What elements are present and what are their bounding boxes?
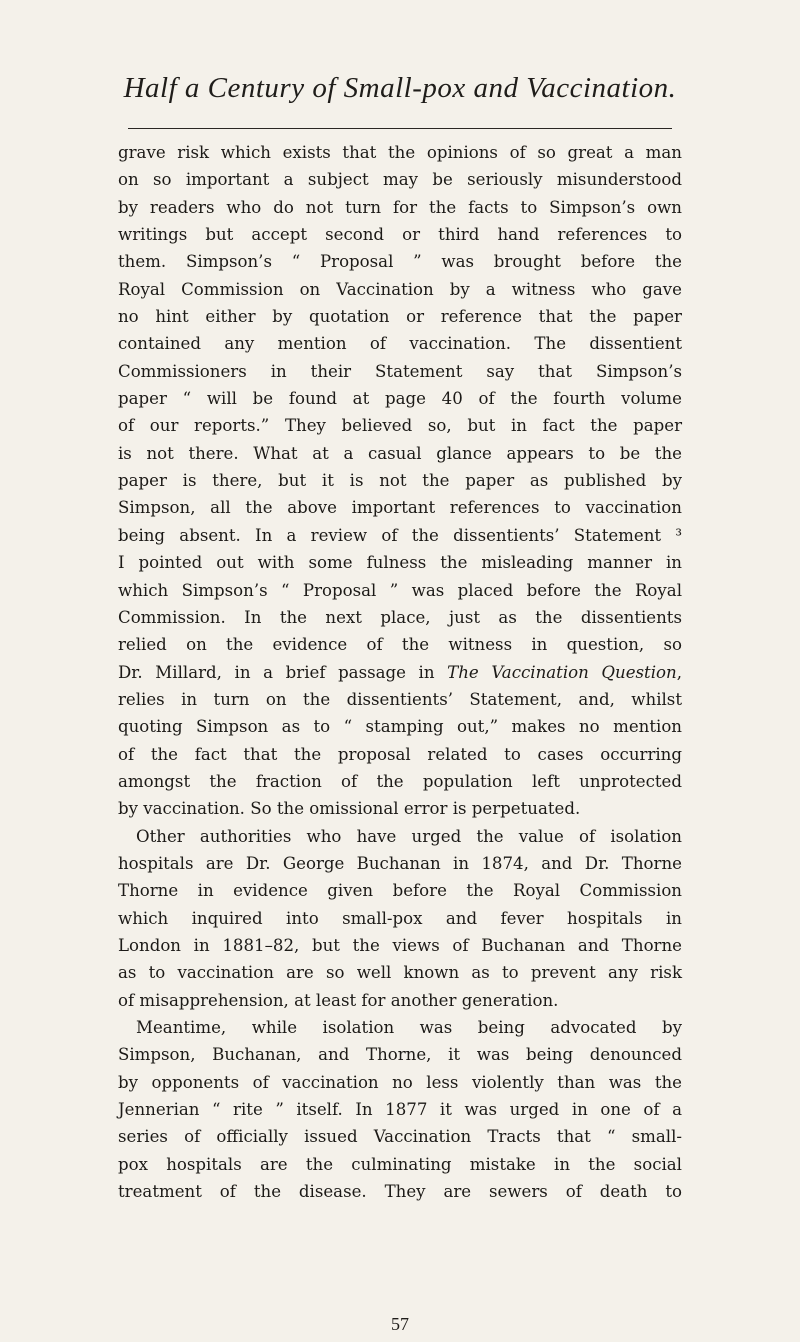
text-line: amongst the fraction of the population left unprotected xyxy=(118,771,682,791)
text-line: pox hospitals are the culminating mistake in the social xyxy=(118,1154,682,1174)
text-line: on so important a subject may be seriously misunderstood xyxy=(118,170,682,190)
header-rule xyxy=(128,128,672,129)
text-line: Royal Commission on Vaccination by a witness who gave xyxy=(118,279,682,299)
text-line: relies in turn on the dissentients’ Statement, and, whilst xyxy=(118,689,682,709)
text-line: Simpson, Buchanan, and Thorne, it was being denounced xyxy=(118,1045,682,1065)
text-line: Other authorities who have urged the value of isolation xyxy=(136,826,682,846)
text-line: Commissioners in their Statement say that Simpson’s xyxy=(118,361,682,381)
text-line: Meantime, while isolation was being advocated by xyxy=(136,1018,682,1037)
text-line: relied on the evidence of the witness in question, so xyxy=(118,635,682,655)
text-line: no hint either by quotation or reference that the paper xyxy=(118,307,682,327)
text-line: London in 1881–82, but the views of Buchanan and Thorne xyxy=(118,935,682,955)
text-line: is not there. What at a casual glance appears to be the xyxy=(118,443,682,463)
body-text xyxy=(118,139,682,1205)
text-line: Simpson, all the above important references to vaccination xyxy=(118,498,682,518)
text-line: contained any mention of vaccination. The dissentient xyxy=(118,334,682,354)
text-line: Jennerian “ rite ” itself. In 1877 it was urged in one of a xyxy=(118,1100,682,1120)
text-line: by opponents of vaccination no less violently than was the xyxy=(118,1072,682,1092)
text-line: writings but accept second or third hand references to xyxy=(118,225,682,245)
text-line: I pointed out with some fulness the misleading manner in xyxy=(118,553,682,573)
text-line: which Simpson’s “ Proposal ” was placed before the Royal xyxy=(118,580,682,600)
text-line: Thorne in evidence given before the Royal Commission xyxy=(118,881,682,901)
text-line: paper is there, but it is not the paper as published by xyxy=(118,471,682,491)
text-line: them. Simpson’s “ Proposal ” was brought before the xyxy=(118,252,682,272)
text-line: being absent. In a review of the dissentients’ Statement ³ xyxy=(118,525,682,545)
text-line: Dr. Millard, in a brief passage in The Vaccination Question, xyxy=(118,662,682,682)
text-line: treatment of the disease. They are sewers of death to xyxy=(118,1182,682,1202)
text-line: by readers who do not turn for the facts to Simpson’s own xyxy=(118,197,682,217)
page-number: 57 xyxy=(391,1314,409,1334)
text-line: by vaccination. So the omissional error is perpetuated. xyxy=(118,799,581,819)
running-head: Half a Century of Small-pox and Vaccination. xyxy=(123,72,677,104)
text-line: of misapprehension, at least for another generation. xyxy=(118,990,559,1010)
text-line: as to vaccination are so well known as to prevent any risk xyxy=(118,963,682,983)
text-line: paper “ will be found at page 40 of the fourth volume xyxy=(118,389,682,409)
text-line: grave risk which exists that the opinions of so great a man xyxy=(118,143,682,162)
book-title: The Vaccination Question xyxy=(447,662,677,682)
text-line: hospitals are Dr. George Buchanan in 1874, and Dr. Thorne xyxy=(118,853,682,873)
text-line: of our reports.” They believed so, but in fact the paper xyxy=(118,416,682,436)
text-line: of the fact that the proposal related to cases occurring xyxy=(118,744,682,764)
text-line: Commission. In the next place, just as the dissentients xyxy=(118,607,682,627)
text-line: quoting Simpson as to “ stamping out,” makes no mention xyxy=(118,717,682,737)
text-line: series of officially issued Vaccination Tracts that “ small- xyxy=(118,1127,682,1147)
text-line: which inquired into small-pox and fever hospitals in xyxy=(118,908,682,928)
